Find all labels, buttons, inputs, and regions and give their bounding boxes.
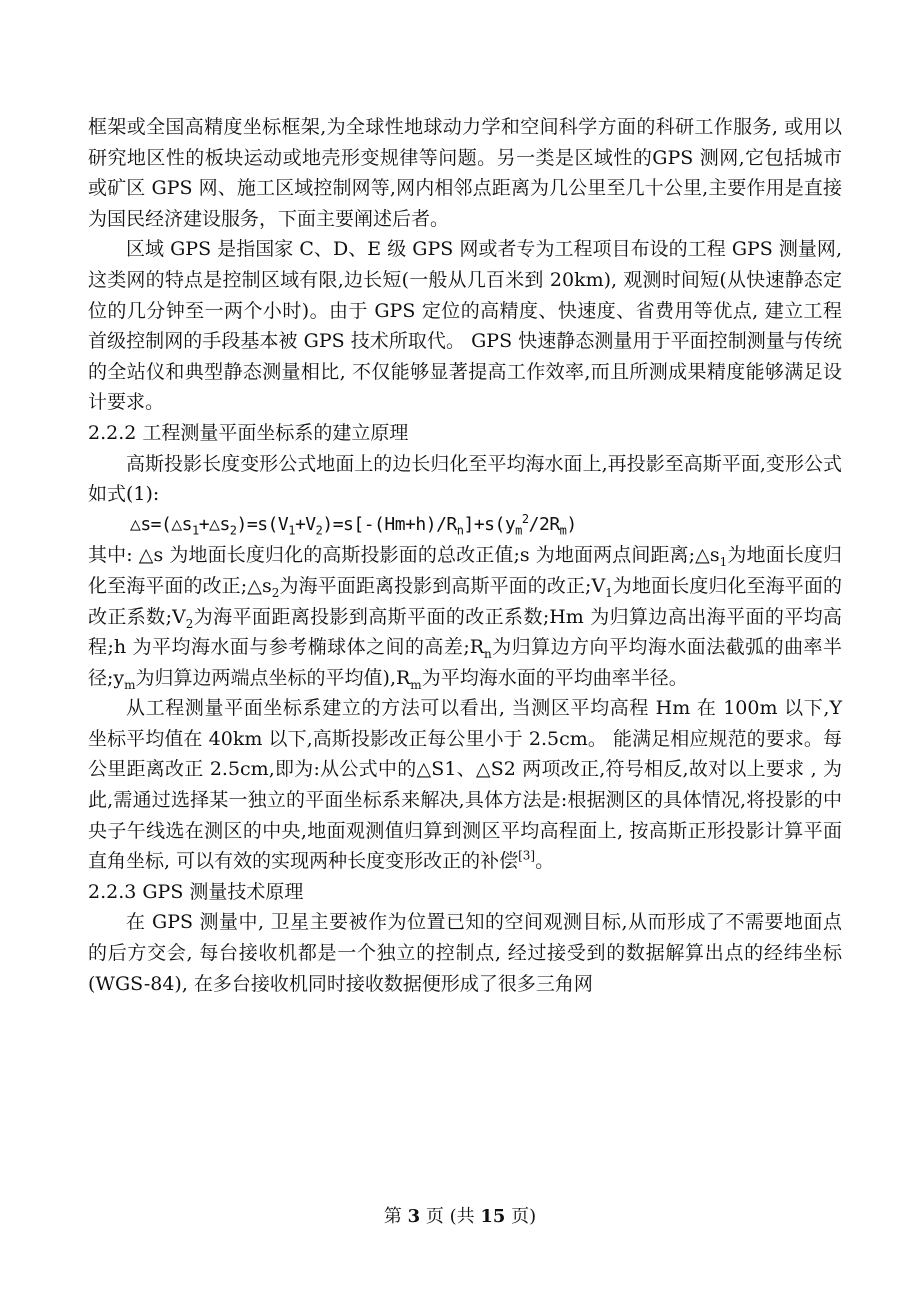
document-body xyxy=(88,112,842,999)
section-heading-2-2-2: 2.2.2 工程测量平面坐标系的建立原理 xyxy=(88,421,409,444)
total-pages: 15 xyxy=(480,1206,506,1227)
page-number: 3 xyxy=(407,1206,421,1227)
paragraph-formula-variables: 其中: △s 为地面长度归化的高斯投影面的总改正值;s 为地面两点间距离$;\triangle s_1$为地面长度归化至海平面的改正$;\triangle s_2$为海平面距离投影到高斯平面的改正$;V_1$为地面长度归化至海平面的改正系数$;V_2$为海平面距离投影到高斯平面的改正系数;Hm 为归算边高出海平面的平均高程;h 为平均海水面与参考椭球体之间的高差$;R_n$为归算边方向平均海水面法截弧的曲率半径$;y_m$为归算边两端点坐标的平均值)$,R_m$为平均海水面的平均曲率半径。 xyxy=(88,544,843,692)
paragraph-gauss-projection: 高斯投影长度变形公式地面上的边长归化至平均海水面上,再投影至高斯平面,变形公式如式(1): xyxy=(88,452,842,506)
formula-1: $\triangle s=(\triangle s_1+\triangle s_2)=s(V_1+V_2)=s[-(Hm+h)/R_n]+s(y_m^2/2R_m)$ xyxy=(130,511,577,538)
paragraph-regional-gps: 区域 GPS 是指国家 C、D、E 级 GPS 网或者专为工程项目布设的工程 GPS 测量网,这类网的特点是控制区域有限,边长短(一般从几百米到 20km), 观测时间短(从快速静态定位的几分钟至一两个小时)。由于 GPS 定位的高精度、快速度、省费用等优点, 建立工程首级控制网的手段基本被 GPS 技术所取代。 GPS 快速静态测量用于平面控制测量与传统的全站仪和典型静态测量相比, 不仅能够显著提高工作效率,而且所测成果精度能够满足设计要求。 xyxy=(88,238,842,414)
citation-reference[interactable]: [3] xyxy=(518,848,536,863)
page-footer: 第 3 页 (共 15 页) xyxy=(383,1206,537,1227)
paragraph-gps-principle: 在 GPS 测量中, 卫星主要被作为位置已知的空间观测目标,从而形成了不需要地面点的后方交会, 每台接收机都是一个独立的控制点, 经过接受到的数据解算出点的经纬坐标(WGS-84), 在多台接收机同时接收数据便形成了很多三角网 xyxy=(88,911,842,995)
paragraph-coordinate-method: 从工程测量平面坐标系建立的方法可以看出, 当测区平均高程 Hm 在 100m 以下,Y 坐标平均值在 40km 以下,高斯投影改正每公里小于 2.5cm。 能满足相应规范的要求。每公里距离改正 2.5cm,即为:从公式中的△S1、△S2 两项改正,符号相反,故对以上要求 , 为此,需通过选择某一独立的平面坐标系来解决,具体方法是:根据测区的具体情况,将投影的中央子午线选在测区的中央,地面观测值归算到测区平均高程面上, 按高斯正形投影计算平面直角坐标, 可以有效的实现两种长度变形改正的补偿[3]。 xyxy=(88,697,842,873)
paragraph-gps-network-types: 框架或全国高精度坐标框架,为全球性地球动力学和空间科学方面的科研工作服务, 或用以研究地区性的板块运动或地壳形变规律等问题。另一类是区域性的GPS 测网,它包括城市或矿区 GPS 网、施工区域控制网等,网内相邻点距离为几公里至几十公里,主要作用是直接为国民经济建设服务，下面主要阐述后者。 xyxy=(88,116,842,230)
section-heading-2-2-3: 2.2.3 GPS 测量技术原理 xyxy=(88,880,304,903)
